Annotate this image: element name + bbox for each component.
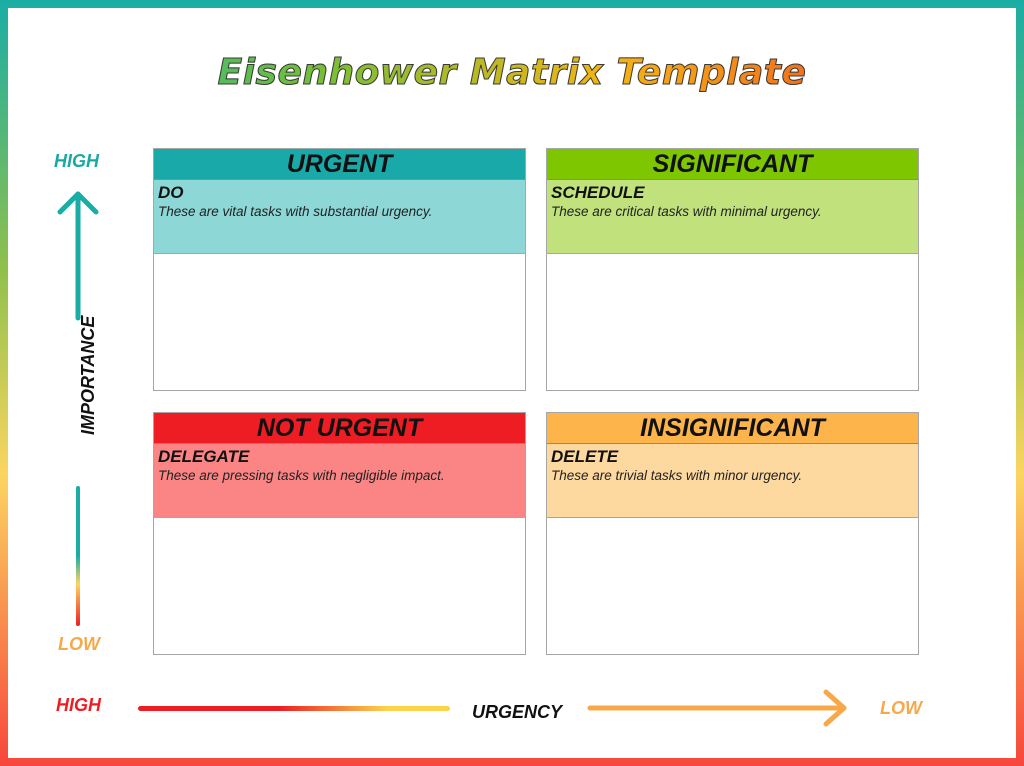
quadrant-subheader-urgent bbox=[154, 180, 525, 254]
quadrant-description: These are pressing tasks with negligible impact. bbox=[158, 468, 445, 483]
importance-axis-line bbox=[70, 484, 86, 628]
quadrant-notes-area[interactable] bbox=[547, 254, 918, 390]
quadrant-action-do: DO bbox=[158, 183, 184, 202]
quadrant-header-urgent: URGENT bbox=[154, 149, 525, 180]
quadrant-urgent bbox=[153, 148, 526, 391]
quadrant-notes-area[interactable] bbox=[154, 518, 525, 654]
page-title: Eisenhower Matrix Template bbox=[8, 52, 1016, 93]
importance-arrow-up-icon bbox=[48, 186, 108, 328]
urgency-low-label: LOW bbox=[880, 698, 922, 718]
quadrant-action-delegate: DELEGATE bbox=[158, 447, 250, 466]
quadrant-subheader-not-urgent bbox=[154, 444, 525, 518]
quadrant-header-not-urgent: NOT URGENT bbox=[154, 413, 525, 444]
importance-low-label: LOW bbox=[58, 634, 100, 654]
quadrant-subheader-significant bbox=[547, 180, 918, 254]
quadrant-not-urgent bbox=[153, 412, 526, 655]
urgency-high-label: HIGH bbox=[56, 695, 101, 715]
page-canvas bbox=[8, 8, 1016, 758]
quadrant-subheader-insignificant bbox=[547, 444, 918, 518]
quadrant-action-delete: DELETE bbox=[551, 447, 619, 466]
quadrant-header-insignificant: INSIGNIFICANT bbox=[547, 413, 918, 444]
urgency-arrow-right-icon bbox=[586, 686, 854, 730]
quadrant-description: These are critical tasks with minimal urgency. bbox=[551, 204, 822, 219]
quadrant-notes-area[interactable] bbox=[547, 518, 918, 654]
quadrant-description: These are vital tasks with substantial urgency. bbox=[158, 204, 433, 219]
urgency-axis-line bbox=[136, 700, 452, 716]
quadrant-significant bbox=[546, 148, 919, 391]
quadrant-action-schedule: SCHEDULE bbox=[551, 183, 645, 202]
quadrant-notes-area[interactable] bbox=[154, 254, 525, 390]
importance-axis-label: IMPORTANCE bbox=[78, 315, 98, 435]
importance-high-label: HIGH bbox=[54, 151, 99, 171]
quadrant-header-significant: SIGNIFICANT bbox=[547, 149, 918, 180]
quadrant-description: These are trivial tasks with minor urgency. bbox=[551, 468, 803, 483]
urgency-axis-label: URGENCY bbox=[472, 702, 563, 722]
quadrant-insignificant bbox=[546, 412, 919, 655]
